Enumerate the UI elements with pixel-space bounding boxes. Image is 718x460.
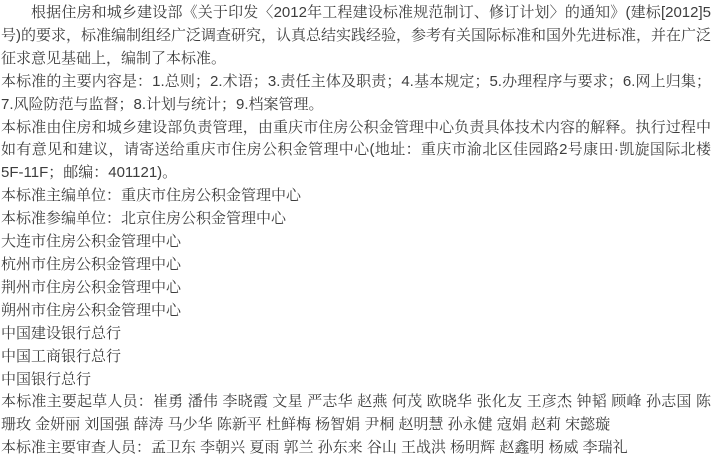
unit-line-jingzhou: 荆州市住房公积金管理中心 bbox=[1, 278, 182, 296]
unit-line-shuozhou: 朔州市住房公积金管理中心 bbox=[1, 301, 182, 319]
unit-line-boc: 中国银行总行 bbox=[1, 370, 92, 388]
intro-paragraph: 根据住房和城乡建设部《关于印发〈2012年工程建设标准规范制订、修订计划〉的通知》(建标[2012]5号)的要求，标准编制组经广泛调查研究，认真总结实践经验，参考有关国际标准和国外先进标准，并在广泛征求意见基础上，编制了本标准。 bbox=[1, 4, 712, 67]
chief-editor-unit-line: 本标准主编单位：重庆市住房公积金管理中心 bbox=[1, 187, 302, 205]
drafters-paragraph: 本标准主要起草人员：崔勇 潘伟 李晓霞 文星 严志华 赵燕 何茂 欧晓华 张化友 王彦杰 钟韬 顾峰 孙志国 陈珊玫 金妍丽 刘国强 薛涛 马少华 陈新平 杜鲜梅 杨智娟 尹桐 赵明慧 孙永健 寇娟 赵莉 宋懿璇 bbox=[1, 393, 711, 434]
reviewers-paragraph: 本标准主要审查人员：孟卫东 李朝兴 夏雨 郭兰 孙东来 谷山 王战洪 杨明辉 赵鑫明 杨威 李瑞礼 bbox=[1, 439, 628, 457]
unit-line-ccb: 中国建设银行总行 bbox=[1, 324, 122, 342]
participating-unit-line: 本标准参编单位：北京住房公积金管理中心 bbox=[1, 210, 287, 228]
unit-line-hangzhou: 杭州市住房公积金管理中心 bbox=[1, 255, 182, 273]
contents-paragraph: 本标准的主要内容是：1.总则；2.术语；3.责任主体及职责；4.基本规定；5.办理程序与要求；6.网上归集；7.风险防范与监督；8.计划与统计；9.档案管理。 bbox=[1, 72, 711, 113]
unit-line-dalian: 大连市住房公积金管理中心 bbox=[1, 233, 182, 251]
management-paragraph: 本标准由住房和城乡建设部负责管理，由重庆市住房公积金管理中心负责具体技术内容的解释。执行过程中如有意见和建议，请寄送给重庆市住房公积金管理中心(地址：重庆市渝北区佳园路2号康田·凯旋国际北楼5F-11F；邮编：401121)。 bbox=[1, 118, 711, 182]
unit-line-icbc: 中国工商银行总行 bbox=[1, 347, 122, 365]
